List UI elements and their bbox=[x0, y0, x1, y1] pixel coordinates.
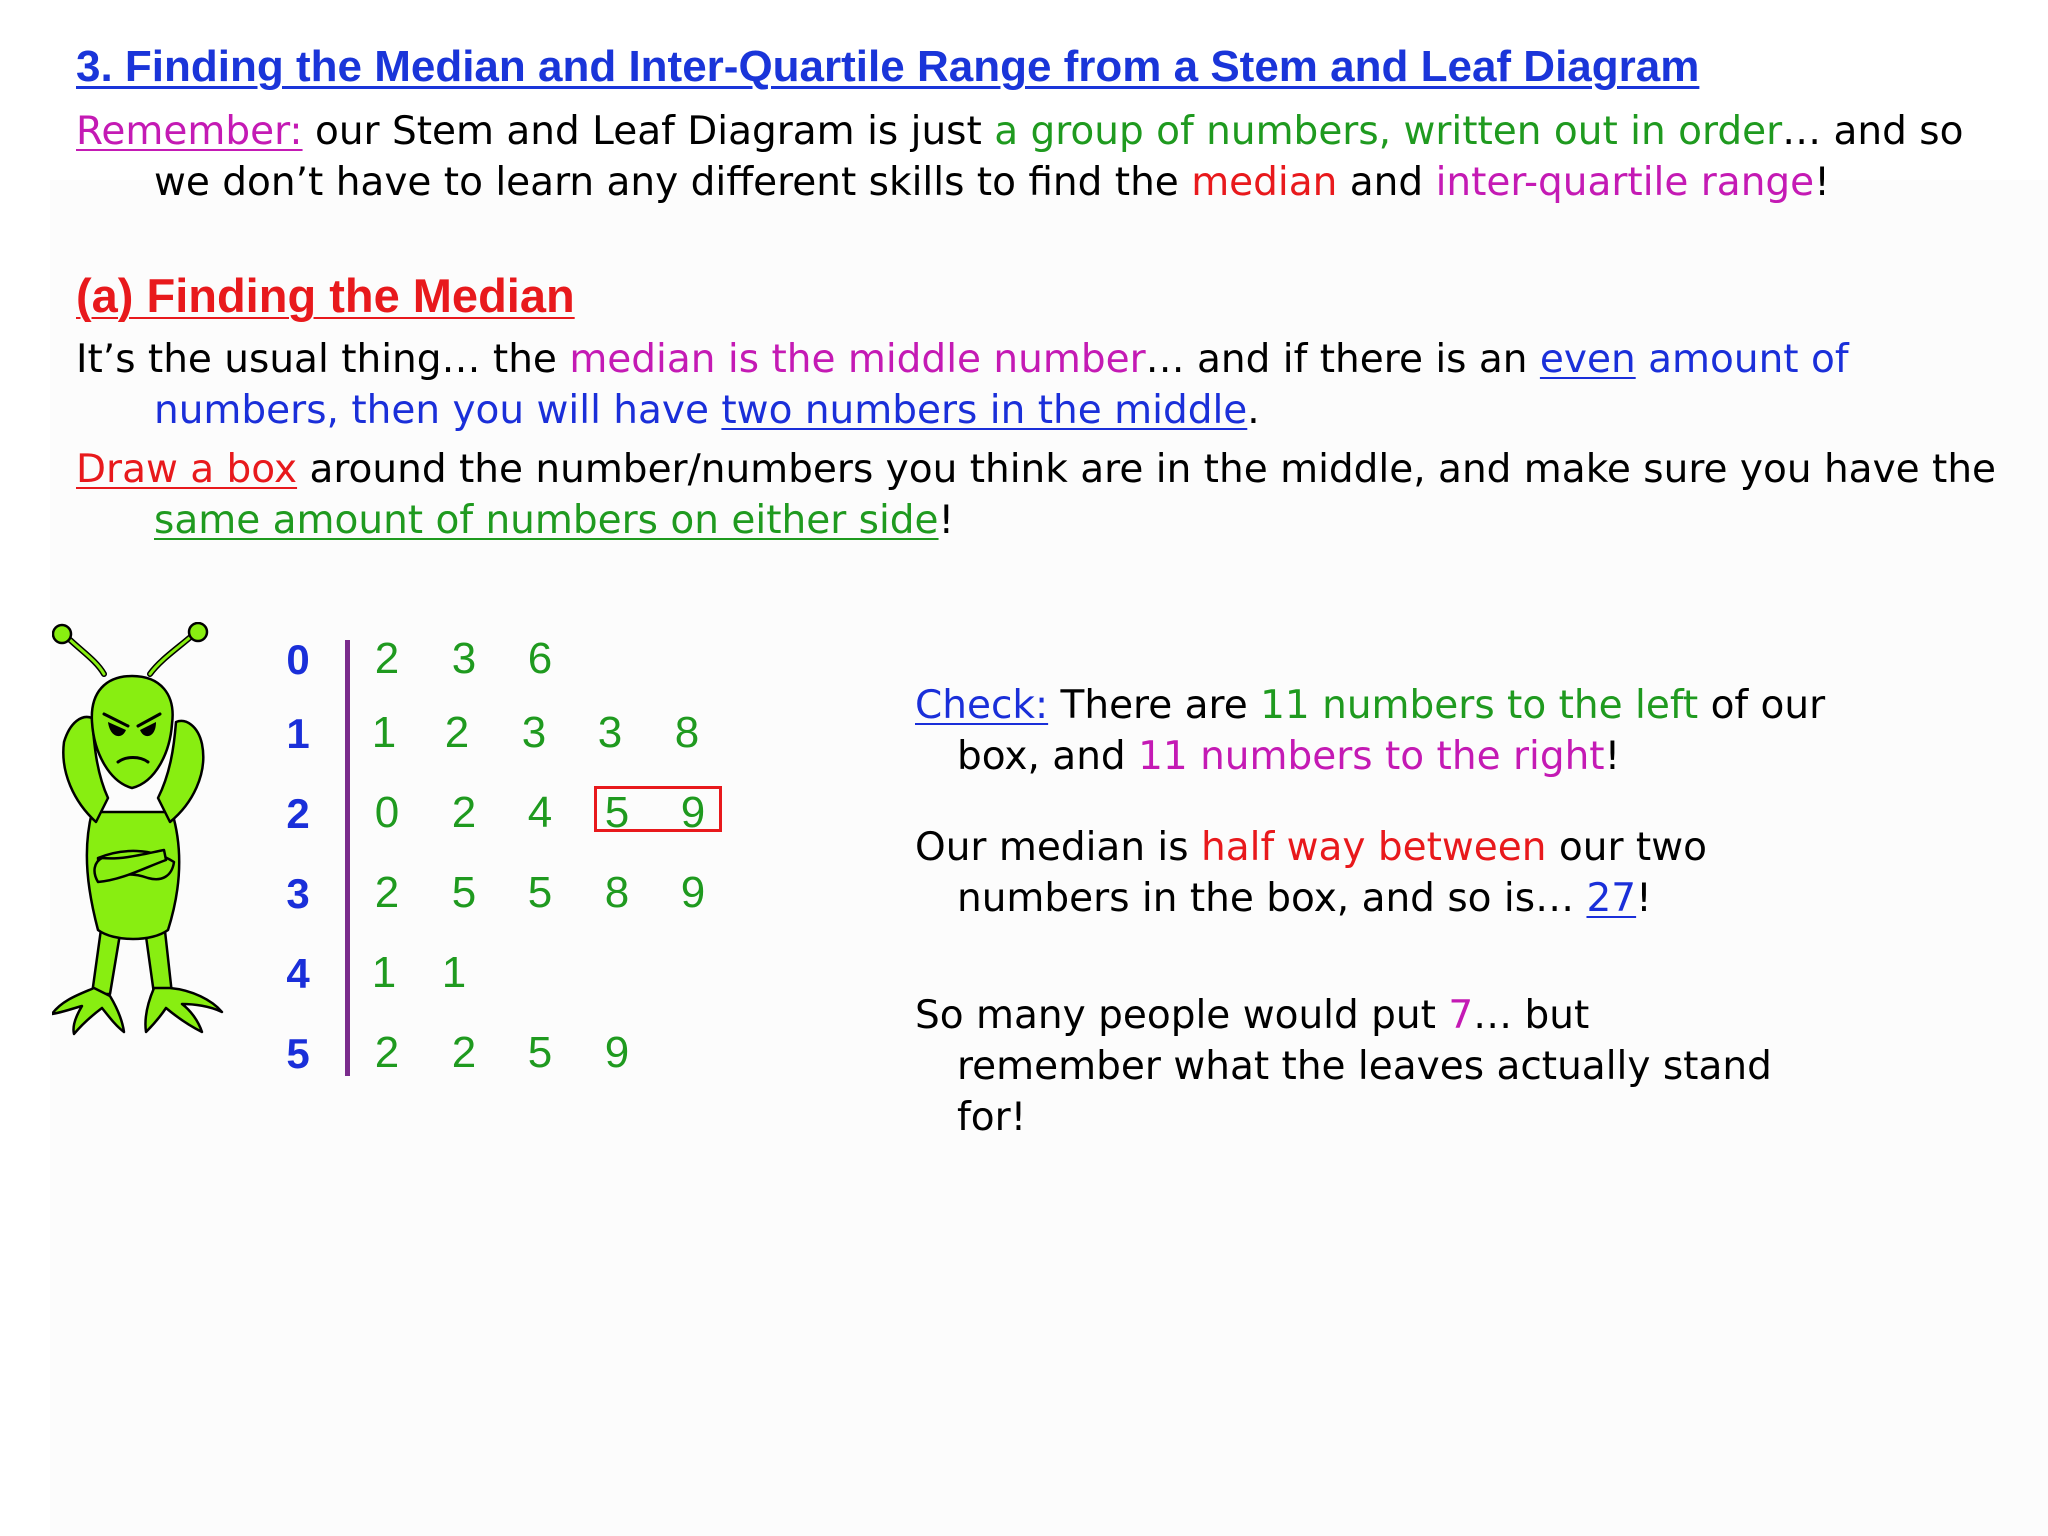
seven-value: 7 bbox=[1448, 993, 1474, 1038]
leaf: 2 bbox=[451, 1028, 477, 1077]
leaf: 3 bbox=[521, 708, 547, 757]
leaf: 2 bbox=[374, 868, 400, 917]
leaf: 2 bbox=[374, 1028, 400, 1077]
leaf: 9 bbox=[680, 788, 706, 837]
median-box bbox=[594, 786, 722, 832]
leaf: 2 bbox=[451, 788, 477, 837]
leaf: 9 bbox=[604, 1028, 630, 1077]
check-text-3: ! bbox=[1604, 734, 1621, 779]
two-numbers-text: two numbers in the middle bbox=[721, 388, 1248, 433]
median-middle-text: median is the middle number bbox=[569, 337, 1146, 382]
stem-0: 0 bbox=[286, 636, 310, 683]
leaf: 2 bbox=[444, 708, 470, 757]
iqr-word: inter-quartile range bbox=[1435, 160, 1815, 205]
leaf: 2 bbox=[374, 634, 400, 683]
p1-text-1: It’s the usual thing… the bbox=[76, 337, 570, 382]
alien-icon bbox=[52, 622, 224, 1042]
median-value: 27 bbox=[1586, 876, 1637, 921]
leaf: 1 bbox=[441, 948, 467, 997]
leaf: 5 bbox=[527, 1028, 553, 1077]
check-text-1: There are bbox=[1048, 683, 1261, 728]
stem-leaf-divider bbox=[345, 640, 350, 1076]
intro-paragraph bbox=[76, 106, 1996, 208]
warning-text-1: So many people would put bbox=[915, 993, 1449, 1038]
section-a-heading: (a) Finding the Median bbox=[76, 269, 575, 322]
leaf: 4 bbox=[527, 788, 553, 837]
leaf: 5 bbox=[527, 868, 553, 917]
leaf: 5 bbox=[604, 788, 630, 837]
group-of-numbers-text: a group of numbers, written out in order bbox=[994, 109, 1783, 154]
median-explanation bbox=[76, 334, 1876, 436]
check-paragraph bbox=[915, 680, 1879, 782]
p2-text-2: ! bbox=[938, 498, 955, 543]
median-result-paragraph bbox=[915, 822, 1879, 924]
check-text-2: of our box, and bbox=[957, 683, 1826, 779]
stem-2: 2 bbox=[286, 790, 310, 837]
warning-paragraph bbox=[915, 990, 1779, 1143]
intro-text-2: … and so we don’t have to learn any different skills to find the bbox=[154, 109, 1964, 205]
median-word: median bbox=[1191, 160, 1338, 205]
stem-3: 3 bbox=[286, 870, 310, 917]
right-count-text: 11 numbers to the right bbox=[1138, 734, 1605, 779]
intro-text-4: ! bbox=[1814, 160, 1830, 205]
stem-5: 5 bbox=[286, 1030, 310, 1077]
intro-text-3: and bbox=[1337, 160, 1436, 205]
leaf: 8 bbox=[604, 868, 630, 917]
left-count-text: 11 numbers to the left bbox=[1260, 683, 1699, 728]
intro-text-1: our Stem and Leaf Diagram is just bbox=[302, 109, 995, 154]
leaf: 9 bbox=[680, 868, 706, 917]
leaf: 5 bbox=[451, 868, 477, 917]
leaf: 3 bbox=[597, 708, 623, 757]
draw-box-instruction bbox=[76, 444, 2006, 546]
p1-text-2: … and if there is an bbox=[1145, 337, 1540, 382]
half-way-text: half way between bbox=[1201, 825, 1547, 870]
stem-4: 4 bbox=[286, 950, 310, 997]
same-amount-text: same amount of numbers on either side bbox=[154, 498, 939, 543]
p2-text-1: around the number/numbers you think are in the middle, and make sure you have the bbox=[297, 447, 1997, 492]
draw-box-text: Draw a box bbox=[76, 447, 298, 492]
p1-text-4: . bbox=[1247, 388, 1260, 433]
leaf: 1 bbox=[371, 948, 397, 997]
leaf: 1 bbox=[371, 708, 397, 757]
stem-1: 1 bbox=[286, 710, 310, 757]
warning-text-2: … but remember what the leaves actually stand for! bbox=[957, 993, 1772, 1140]
page-title: 3. Finding the Median and Inter-Quartile Range from a Stem and Leaf Diagram bbox=[76, 42, 1700, 91]
even-word: even bbox=[1539, 337, 1636, 382]
result-text-1: Our median is bbox=[915, 825, 1201, 870]
leaf: 3 bbox=[451, 634, 477, 683]
p1-text-3: amount of numbers, then you will have bbox=[154, 337, 1849, 433]
result-text-2: our two numbers in the box, and so is… bbox=[957, 825, 1707, 921]
check-label: Check: bbox=[915, 683, 1049, 728]
leaf: 8 bbox=[674, 708, 700, 757]
remember-label: Remember: bbox=[76, 109, 303, 154]
leaf: 6 bbox=[527, 634, 553, 683]
leaf: 0 bbox=[374, 788, 400, 837]
result-text-3: ! bbox=[1636, 876, 1652, 921]
